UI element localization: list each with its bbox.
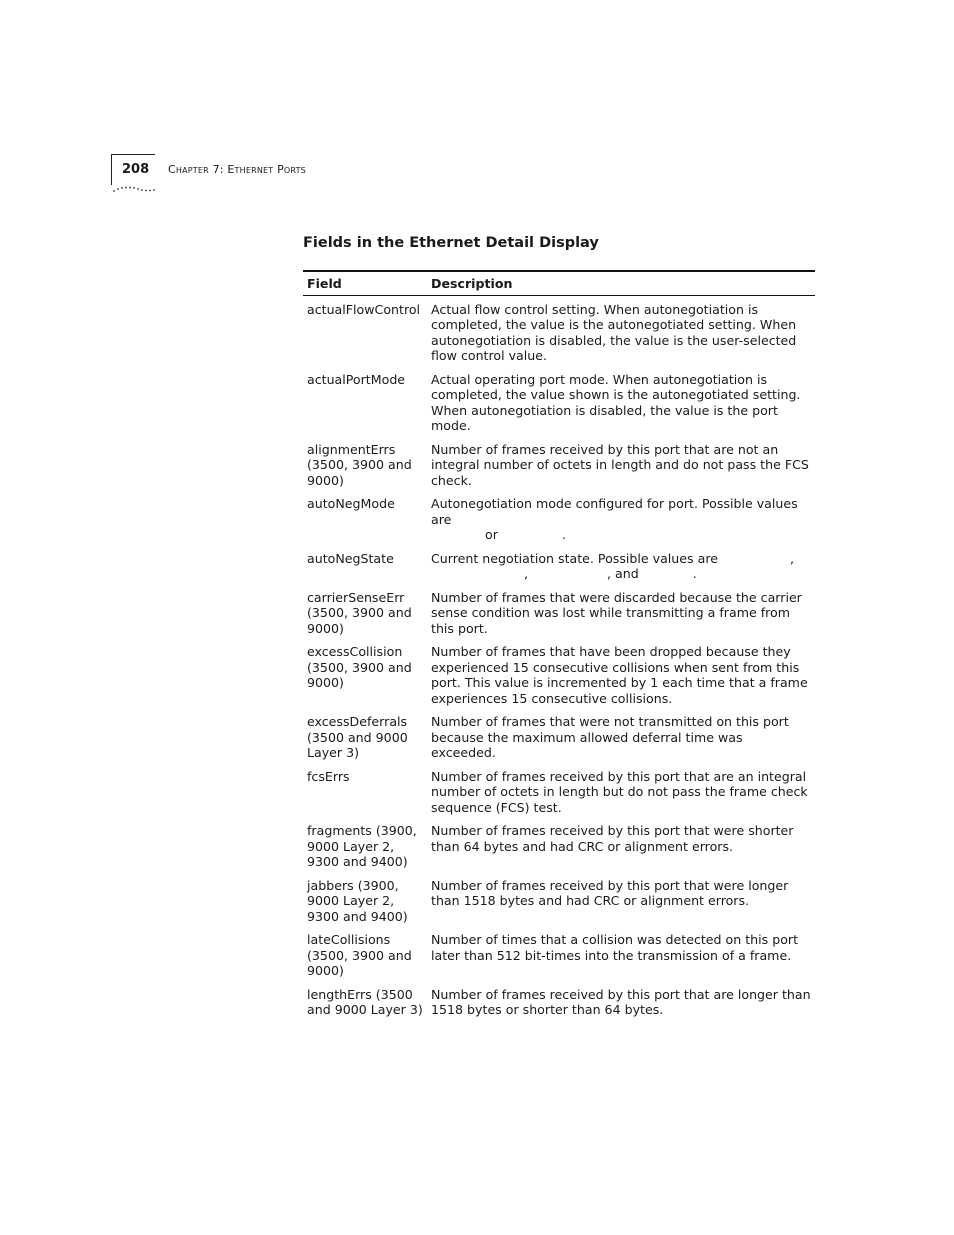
description-text: or (485, 527, 498, 542)
field-name: excessCollision (3500, 3900 and 9000) (307, 644, 412, 690)
field-description: Actual flow control setting. When autonegotiation is completed, the value is the autonegotiated setting. When autonegotiation is disabled, the value is the user-selected flow control value. (431, 301, 797, 363)
field-name: alignmentErrs (3500, 3900 and 9000) (307, 441, 412, 488)
column-header-description: Description (427, 271, 815, 295)
field-description: Number of frames that were not transmitted on this port because the maximum allowed deferral time was exceeded. (431, 714, 789, 760)
table-row (303, 496, 815, 551)
field-description: Number of frames that have been dropped because they experienced 15 consecutive collisions when sent from this port. This value is incremented by 1 each time that a frame experiences 15 consecutive collisions. (431, 644, 808, 706)
page-number: 208 (122, 162, 150, 177)
table-row (303, 295, 815, 372)
table-row (303, 878, 815, 933)
table-row (303, 823, 815, 878)
table-row (303, 932, 815, 987)
field-description: Number of frames received by this port that are an integral number of octets in length but do not pass the frame check sequence (FCS) test. (431, 768, 808, 815)
description-text: . (692, 566, 697, 581)
field-description: Number of frames that were discarded because the carrier sense condition was lost while transmitting a frame from this port. (431, 589, 802, 636)
field-description: Number of frames received by this port that are not an integral number of octets in length and do not pass the FCS check. (431, 441, 809, 488)
chapter-title: Chapter 7: Ethernet Ports (168, 163, 306, 176)
field-description (427, 551, 815, 590)
table-row (303, 714, 815, 769)
field-name: fragments (3900, 9000 Layer 2, 9300 and 9400) (307, 823, 417, 869)
table-row (303, 987, 815, 1026)
description-text: Current negotiation state. Possible values are (431, 550, 718, 566)
field-name: actualPortMode (307, 371, 406, 387)
field-description: Number of frames received by this port that were shorter than 64 bytes and had CRC or alignment errors. (431, 823, 794, 854)
field-description: Number of frames received by this port that were longer than 1518 bytes and had CRC or alignment errors. (431, 877, 789, 908)
field-name: jabbers (3900, 9000 Layer 2, 9300 and 9400) (307, 877, 408, 924)
description-text: , (789, 550, 794, 566)
table-header-row (303, 271, 815, 295)
field-description: Number of times that a collision was detected on this port later than 512 bit-times into the transmission of a frame. (431, 932, 799, 963)
field-name: excessDeferrals (3500 and 9000 Layer 3) (307, 714, 408, 760)
table-row (303, 769, 815, 824)
running-header (111, 154, 371, 198)
field-name: lateCollisions (3500, 3900 and 9000) (307, 932, 412, 978)
column-header-field: Field (303, 271, 427, 295)
field-name: autoNegState (307, 550, 394, 566)
field-description: Actual operating port mode. When autonegotiation is completed, the value shown is the autonegotiated setting. When autonegotiation is disabled, the value is the port mode. (431, 371, 801, 433)
table-row (303, 590, 815, 645)
table-row (303, 551, 815, 590)
table-row (303, 442, 815, 497)
description-text: Autonegotiation mode configured for port. Possible values are (431, 496, 798, 527)
field-name: fcsErrs (307, 768, 350, 784)
description-text: , and (607, 566, 639, 581)
fields-table (303, 270, 815, 1026)
field-name: carrierSenseErr (3500, 3900 and 9000) (307, 589, 412, 636)
field-name: lengthErrs (3500 and 9000 Layer 3) (307, 986, 423, 1017)
field-name: actualFlowControl (307, 301, 421, 317)
decorative-dots (111, 183, 155, 197)
table-row (303, 644, 815, 714)
field-name: autoNegMode (307, 496, 395, 511)
field-description: Number of frames received by this port that are longer than 1518 bytes or shorter than 64 bytes. (431, 986, 811, 1017)
page-number-box (111, 154, 155, 185)
table-row (303, 372, 815, 442)
section-title: Fields in the Ethernet Detail Display (303, 235, 599, 251)
description-text: , (524, 566, 529, 581)
field-description (427, 496, 815, 551)
description-text: . (561, 527, 566, 542)
